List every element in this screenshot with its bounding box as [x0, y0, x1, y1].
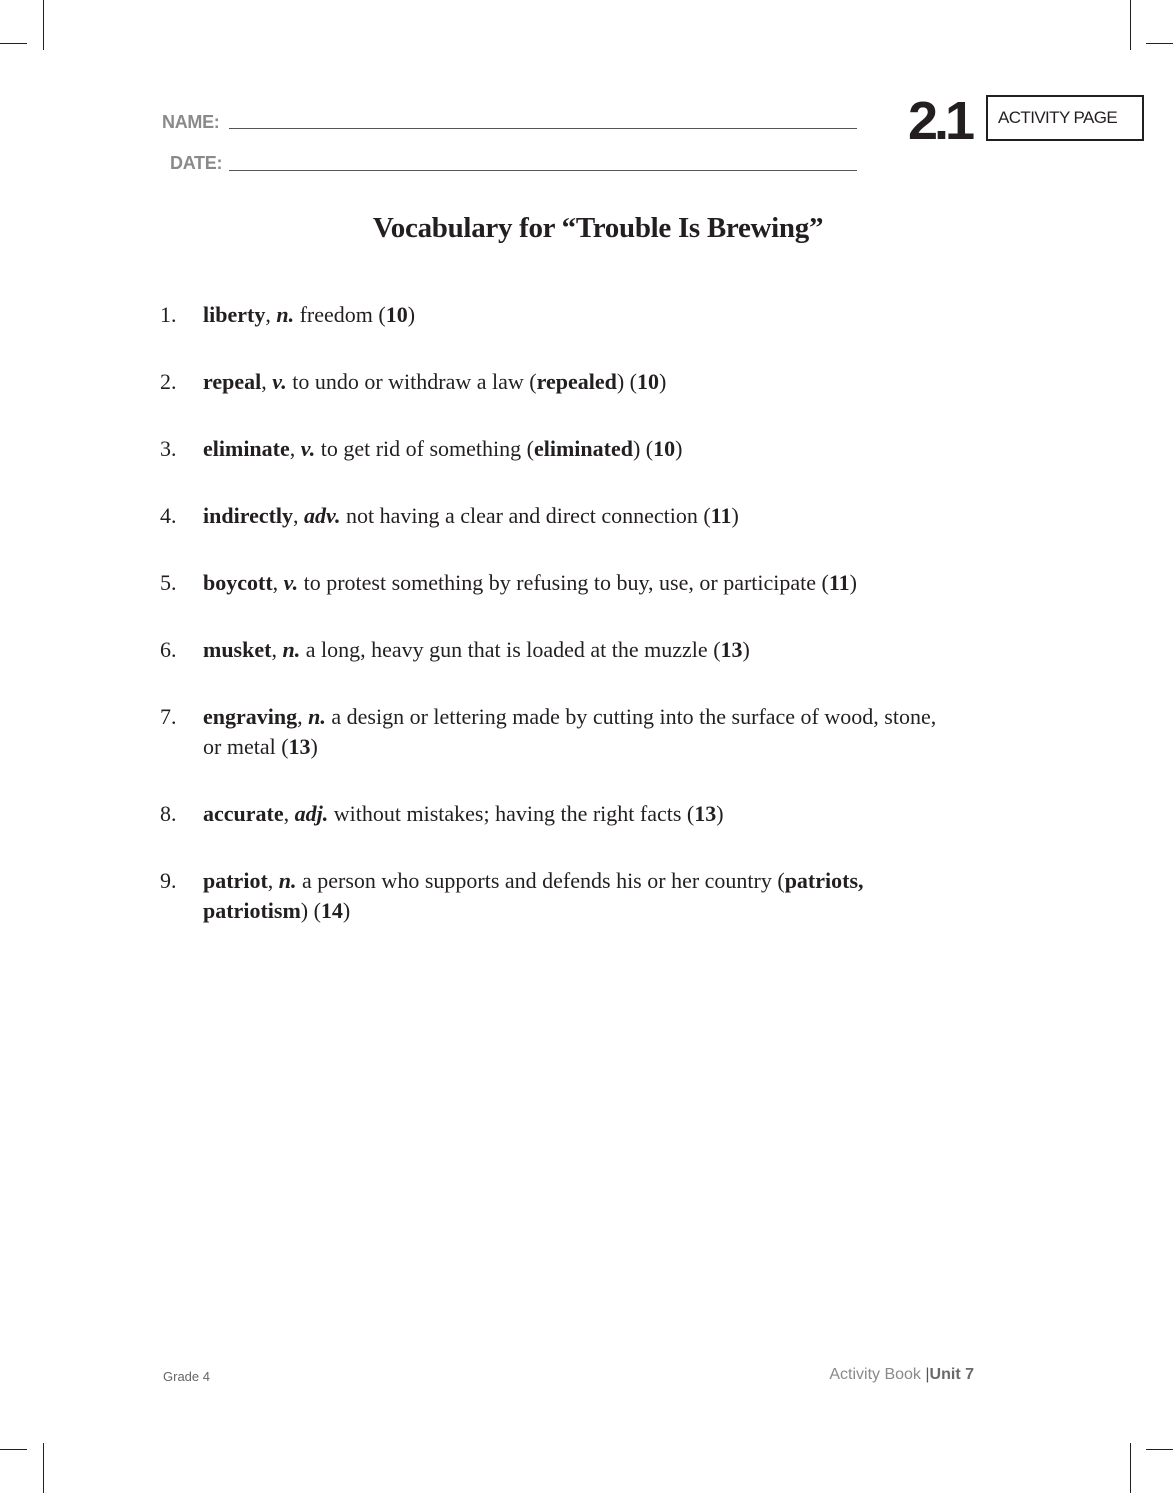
- vocab-word: eliminate: [203, 436, 290, 461]
- footer-unit: Unit 7: [929, 1366, 974, 1383]
- vocab-word: accurate: [203, 801, 284, 826]
- vocab-page-ref: 11: [710, 503, 732, 528]
- vocab-part-of-speech: n.: [308, 704, 326, 729]
- vocab-part-of-speech: n.: [276, 302, 295, 327]
- vocab-definition: not having a clear and direct connection: [345, 503, 698, 528]
- vocab-forms: eliminated: [533, 436, 633, 461]
- vocab-definition: a person who supports and defends his or her country: [302, 868, 772, 893]
- vocab-page-ref: 13: [720, 637, 743, 662]
- vocab-page-ref: 10: [385, 302, 408, 327]
- vocab-page-ref: 10: [653, 436, 676, 461]
- vocab-entry: liberty, n. freedom (10): [203, 302, 416, 327]
- vocab-definition: without mistakes; having the right facts: [333, 801, 682, 826]
- vocab-entry: repeal, v. to undo or withdraw a law (repealed) (10): [203, 369, 667, 394]
- date-field[interactable]: [229, 170, 857, 171]
- vocab-entry: eliminate, v. to get rid of something (eliminated) (10): [203, 436, 683, 461]
- vocab-item: [160, 568, 960, 598]
- vocab-item: [160, 799, 960, 829]
- vocab-part-of-speech: n.: [278, 868, 297, 893]
- crop-mark: [43, 1443, 44, 1493]
- vocab-entry: engraving, n. a design or lettering made by cutting into the surface of wood, stone, or metal (13): [203, 704, 937, 759]
- activity-page-number: 2.1: [908, 91, 972, 151]
- vocab-part-of-speech: adj.: [294, 801, 329, 826]
- vocab-page-ref: 13: [288, 734, 311, 759]
- vocab-number: 2.: [160, 369, 177, 394]
- crop-mark: [1146, 43, 1173, 44]
- crop-mark: [0, 43, 27, 44]
- crop-mark: [1130, 0, 1131, 50]
- footer-separator: |: [925, 1366, 930, 1383]
- vocab-entry: musket, n. a long, heavy gun that is loaded at the muzzle (13): [203, 637, 750, 662]
- vocab-word: boycott: [203, 570, 273, 595]
- vocab-definition: to get rid of something: [320, 436, 522, 461]
- footer-book-unit: [829, 1366, 974, 1384]
- vocab-word: liberty: [203, 302, 266, 327]
- vocab-page-ref: 13: [694, 801, 717, 826]
- vocab-word: patriot: [203, 868, 268, 893]
- vocab-entry: boycott, v. to protest something by refusing to buy, use, or participate (11): [203, 570, 857, 595]
- footer-grade: Grade 4: [163, 1369, 210, 1384]
- vocab-part-of-speech: v.: [283, 570, 299, 595]
- vocab-definition: to protest something by refusing to buy, use, or participate: [303, 570, 817, 595]
- vocab-page-ref: 11: [828, 570, 850, 595]
- name-field[interactable]: [229, 128, 857, 129]
- vocab-item: [160, 866, 960, 926]
- activity-page-label: ACTIVITY PAGE: [986, 95, 1144, 141]
- vocab-part-of-speech: v.: [272, 369, 287, 394]
- vocab-definition: freedom: [299, 302, 373, 327]
- footer-book: Activity Book: [829, 1366, 921, 1383]
- vocab-definition: a long, heavy gun that is loaded at the muzzle: [305, 637, 708, 662]
- vocab-item: [160, 367, 960, 397]
- vocab-number: 6.: [160, 637, 177, 662]
- vocab-word: engraving: [203, 704, 298, 729]
- vocab-definition: a design or lettering made by cutting into the surface of wood, stone, or metal: [203, 704, 937, 759]
- vocab-item: [160, 635, 960, 665]
- vocab-number: 1.: [160, 302, 177, 327]
- vocab-entry: patriot, n. a person who supports and defends his or her country (patriots, patriotism) (14): [203, 868, 864, 923]
- vocab-entry: indirectly, adv. not having a clear and direct connection (11): [203, 503, 739, 528]
- vocab-definition: to undo or withdraw a law: [292, 369, 524, 394]
- vocab-number: 9.: [160, 868, 177, 893]
- vocab-forms: patriots, patriotism: [203, 868, 864, 923]
- vocab-word: musket: [203, 637, 272, 662]
- crop-mark: [43, 0, 44, 50]
- vocab-page-ref: 10: [637, 369, 659, 394]
- vocab-number: 3.: [160, 436, 177, 461]
- vocab-word: indirectly: [203, 503, 294, 528]
- vocab-word: repeal: [203, 369, 262, 394]
- date-label: DATE:: [170, 153, 223, 173]
- vocab-number: 5.: [160, 570, 177, 595]
- vocabulary-list: [160, 300, 960, 963]
- vocab-number: 8.: [160, 801, 177, 826]
- crop-mark: [1146, 1449, 1173, 1450]
- vocab-part-of-speech: v.: [300, 436, 316, 461]
- vocab-number: 4.: [160, 503, 177, 528]
- vocab-number: 7.: [160, 704, 177, 729]
- vocab-item: [160, 501, 960, 531]
- vocab-item: [160, 702, 960, 762]
- crop-mark: [1130, 1443, 1131, 1493]
- vocab-entry: accurate, adj. without mistakes; having the right facts (13): [203, 801, 724, 826]
- vocab-item: [160, 300, 960, 330]
- vocab-part-of-speech: n.: [282, 637, 301, 662]
- vocab-forms: repealed: [536, 369, 617, 394]
- page-title: Vocabulary for “Trouble Is Brewing”: [372, 212, 824, 244]
- vocab-part-of-speech: adv.: [304, 503, 341, 528]
- name-label: NAME:: [162, 112, 220, 132]
- crop-mark: [0, 1449, 27, 1450]
- vocab-page-ref: 14: [320, 898, 343, 923]
- vocab-item: [160, 434, 960, 464]
